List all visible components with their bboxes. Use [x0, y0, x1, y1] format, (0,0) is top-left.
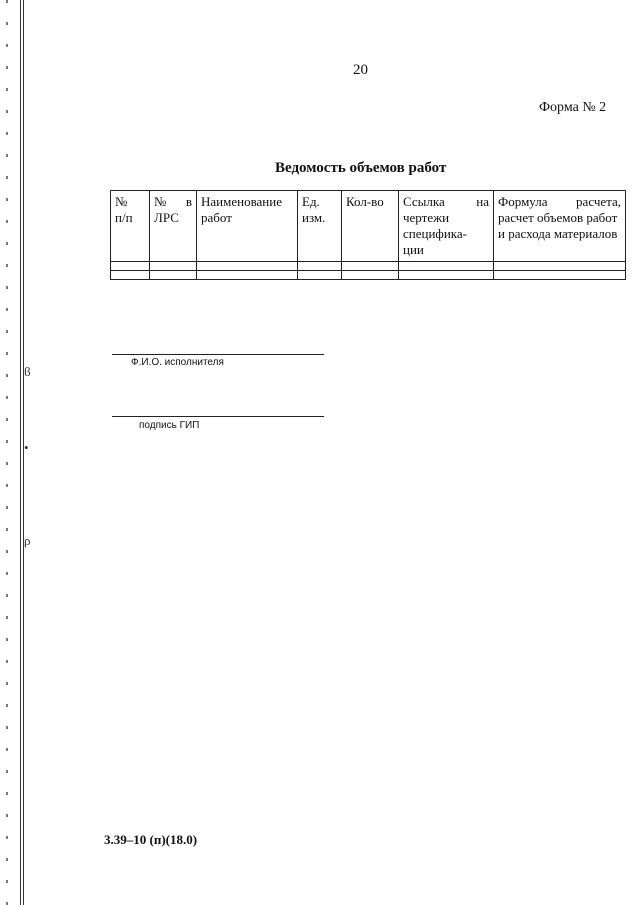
table-cell: [150, 262, 197, 271]
header-text: ции: [403, 242, 424, 257]
page-number: 20: [353, 62, 368, 78]
margin-mark: ρ: [24, 533, 31, 548]
table-row: [111, 262, 626, 271]
header-text: Ссылка на: [403, 194, 489, 209]
header-text: специфика-: [403, 226, 468, 241]
header-cell-drawing-reference: [399, 191, 494, 262]
table-cell: [342, 262, 399, 271]
header-text: ЛРС: [154, 210, 179, 225]
margin-mark: •: [24, 440, 29, 455]
table-cell: [494, 262, 626, 271]
gip-signature-line: [112, 416, 324, 417]
table-cell: [150, 271, 197, 280]
header-cell-lrs-number: [150, 191, 197, 262]
table-cell: [399, 262, 494, 271]
table-cell: [494, 271, 626, 280]
work-volumes-table: [110, 190, 626, 280]
table-cell: [197, 271, 298, 280]
binding-margin-line: [20, 0, 21, 905]
header-text: и расхода материалов: [498, 226, 618, 241]
header-text: №: [115, 194, 128, 209]
table-header-row: [111, 191, 626, 262]
header-text: Ед.: [302, 194, 320, 209]
header-text: расчет объемов работ: [498, 210, 618, 225]
header-text: изм.: [302, 210, 326, 225]
header-text: № в: [154, 194, 192, 209]
form-label: Форма № 2: [539, 100, 607, 115]
table-row: [111, 271, 626, 280]
header-text: работ: [201, 210, 232, 225]
header-cell-formula: [494, 191, 626, 262]
gip-caption: подпись ГИП: [139, 420, 200, 431]
header-text: Кол-во: [346, 194, 384, 209]
header-cell-quantity: [342, 191, 399, 262]
header-text: Наименование: [201, 194, 282, 209]
table-cell: [298, 271, 342, 280]
header-text: чертежи: [403, 210, 450, 225]
header-text: п/п: [115, 210, 133, 225]
table-cell: [197, 262, 298, 271]
header-cell-number: [111, 191, 150, 262]
header-text: Формула расчета,: [498, 194, 621, 209]
table-cell: [399, 271, 494, 280]
document-code: 3.39–10 (п)(18.0): [104, 832, 198, 847]
table-cell: [298, 262, 342, 271]
margin-mark: ϐ: [24, 364, 31, 379]
table-cell: [111, 271, 150, 280]
table-cell: [111, 262, 150, 271]
header-cell-work-name: [197, 191, 298, 262]
header-cell-unit: [298, 191, 342, 262]
executor-signature-line: [112, 354, 324, 355]
table-cell: [342, 271, 399, 280]
margin-dash-marks: [6, 0, 8, 905]
executor-caption: Ф.И.О. исполнителя: [131, 357, 224, 368]
document-title: Ведомость объемов работ: [275, 160, 447, 176]
